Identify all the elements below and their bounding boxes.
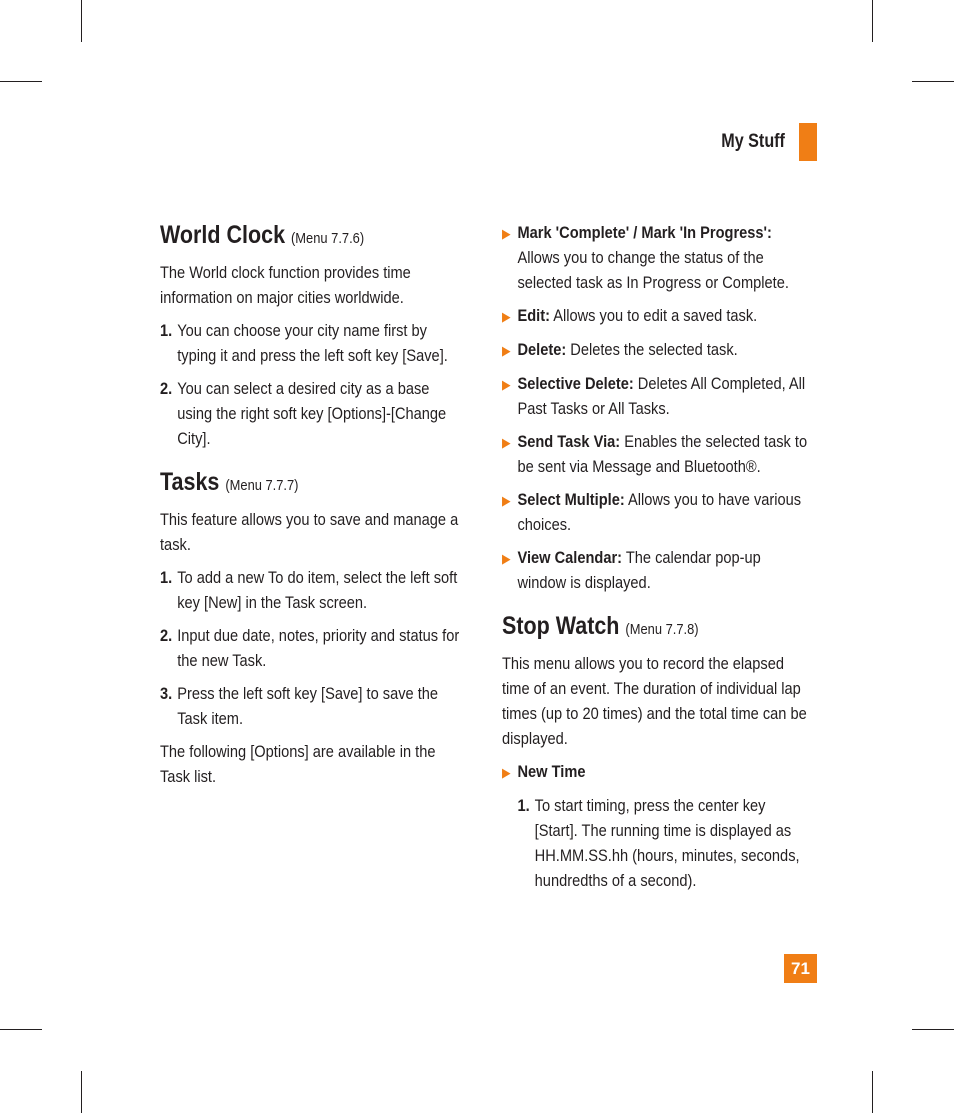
option-text: Enables the selected task to be sent via Message and Bluetooth®. — [517, 432, 808, 476]
step-number: 1. — [517, 796, 530, 815]
step-number: 3. — [160, 684, 173, 703]
crop-mark — [0, 81, 42, 82]
option-item — [502, 371, 812, 421]
option-label: Selective Delete: — [517, 374, 634, 393]
step-number: 1. — [160, 568, 173, 587]
step-text: To add a new To do item, select the left soft key [New] in the Task screen. — [177, 568, 458, 612]
tasks-heading — [160, 467, 464, 501]
bullet-arrow-icon: ▶ — [502, 226, 511, 241]
list-item — [160, 623, 464, 673]
step-text: You can select a desired city as a base using the right soft key [Options]-[Change City]. — [177, 379, 447, 448]
heading-text: Tasks — [160, 468, 220, 496]
left-column — [160, 220, 513, 797]
stop-watch-heading — [502, 611, 812, 645]
option-text: Allows you to edit a saved task. — [553, 306, 758, 325]
option-label: Send Task Via: — [517, 432, 621, 451]
bullet-arrow-icon: ▶ — [502, 309, 511, 324]
heading-text: Stop Watch — [502, 612, 620, 640]
crop-mark — [912, 1029, 954, 1030]
option-label: Delete: — [517, 340, 567, 359]
option-item — [502, 303, 812, 329]
option-text: Deletes the selected task. — [570, 340, 738, 359]
crop-mark — [872, 0, 873, 42]
bullet-arrow-icon: ▶ — [502, 765, 511, 780]
step-text: Press the left soft key [Save] to save the Task item. — [177, 684, 439, 728]
bullet-arrow-icon: ▶ — [502, 435, 511, 450]
step-text: To start timing, press the center key [Start]. The running time is displayed as HH.MM.SS.hh (hours, minutes, seconds, hundredths of a second). — [534, 796, 800, 890]
list-item — [517, 793, 812, 893]
option-label: Edit: — [517, 306, 550, 325]
option-text: Allows you to change the status of the selected task as In Progress or Complete. — [517, 248, 789, 292]
step-number: 1. — [160, 321, 173, 340]
world-clock-heading — [160, 220, 464, 254]
option-label: Select Multiple: — [517, 490, 625, 509]
option-label: Mark 'Complete' / Mark 'In Progress': — [517, 223, 772, 242]
option-item — [502, 429, 812, 479]
crop-mark — [912, 81, 954, 82]
bullet-arrow-icon: ▶ — [502, 493, 511, 508]
option-text: Allows you to have various choices. — [517, 490, 802, 534]
step-text: Input due date, notes, priority and status for the new Task. — [177, 626, 460, 670]
section-header — [710, 124, 817, 160]
option-item — [502, 759, 812, 785]
option-text: Deletes All Completed, All Past Tasks or All Tasks. — [517, 374, 806, 418]
option-text: The calendar pop-up window is displayed. — [517, 548, 761, 592]
step-text: You can choose your city name first by typing it and press the left soft key [Save]. — [177, 321, 448, 365]
option-item — [502, 487, 812, 537]
bullet-arrow-icon: ▶ — [502, 551, 511, 566]
page-number: 71 — [784, 954, 817, 983]
crop-mark — [81, 0, 82, 42]
menu-reference: (Menu 7.7.8) — [625, 621, 699, 638]
list-item — [160, 376, 464, 451]
section-title: My Stuff — [721, 131, 785, 152]
option-label: View Calendar: — [517, 548, 623, 567]
crop-mark — [872, 1071, 873, 1113]
option-label: New Time — [517, 762, 586, 781]
tasks-intro: This feature allows you to save and manage a task. — [160, 510, 459, 554]
list-item — [160, 681, 464, 731]
section-tab-marker — [799, 123, 817, 161]
crop-mark — [0, 1029, 42, 1030]
bullet-arrow-icon: ▶ — [502, 377, 511, 392]
option-item — [502, 545, 812, 595]
option-item — [502, 220, 812, 295]
crop-mark — [81, 1071, 82, 1113]
heading-text: World Clock — [160, 221, 286, 249]
right-column — [502, 220, 863, 901]
list-item — [160, 318, 464, 368]
stop-watch-intro: This menu allows you to record the elapsed time of an event. The duration of individual lap times (up to 20 times) and the total time can be displayed. — [502, 654, 807, 748]
menu-reference: (Menu 7.7.7) — [225, 477, 299, 494]
list-item — [160, 565, 464, 615]
world-clock-intro: The World clock function provides time information on major cities worldwide. — [160, 263, 411, 307]
option-item — [502, 337, 812, 363]
tasks-options-intro: The following [Options] are available in the Task list. — [160, 742, 436, 786]
menu-reference: (Menu 7.7.6) — [291, 230, 365, 247]
step-number: 2. — [160, 626, 173, 645]
bullet-arrow-icon: ▶ — [502, 343, 511, 358]
step-number: 2. — [160, 379, 173, 398]
